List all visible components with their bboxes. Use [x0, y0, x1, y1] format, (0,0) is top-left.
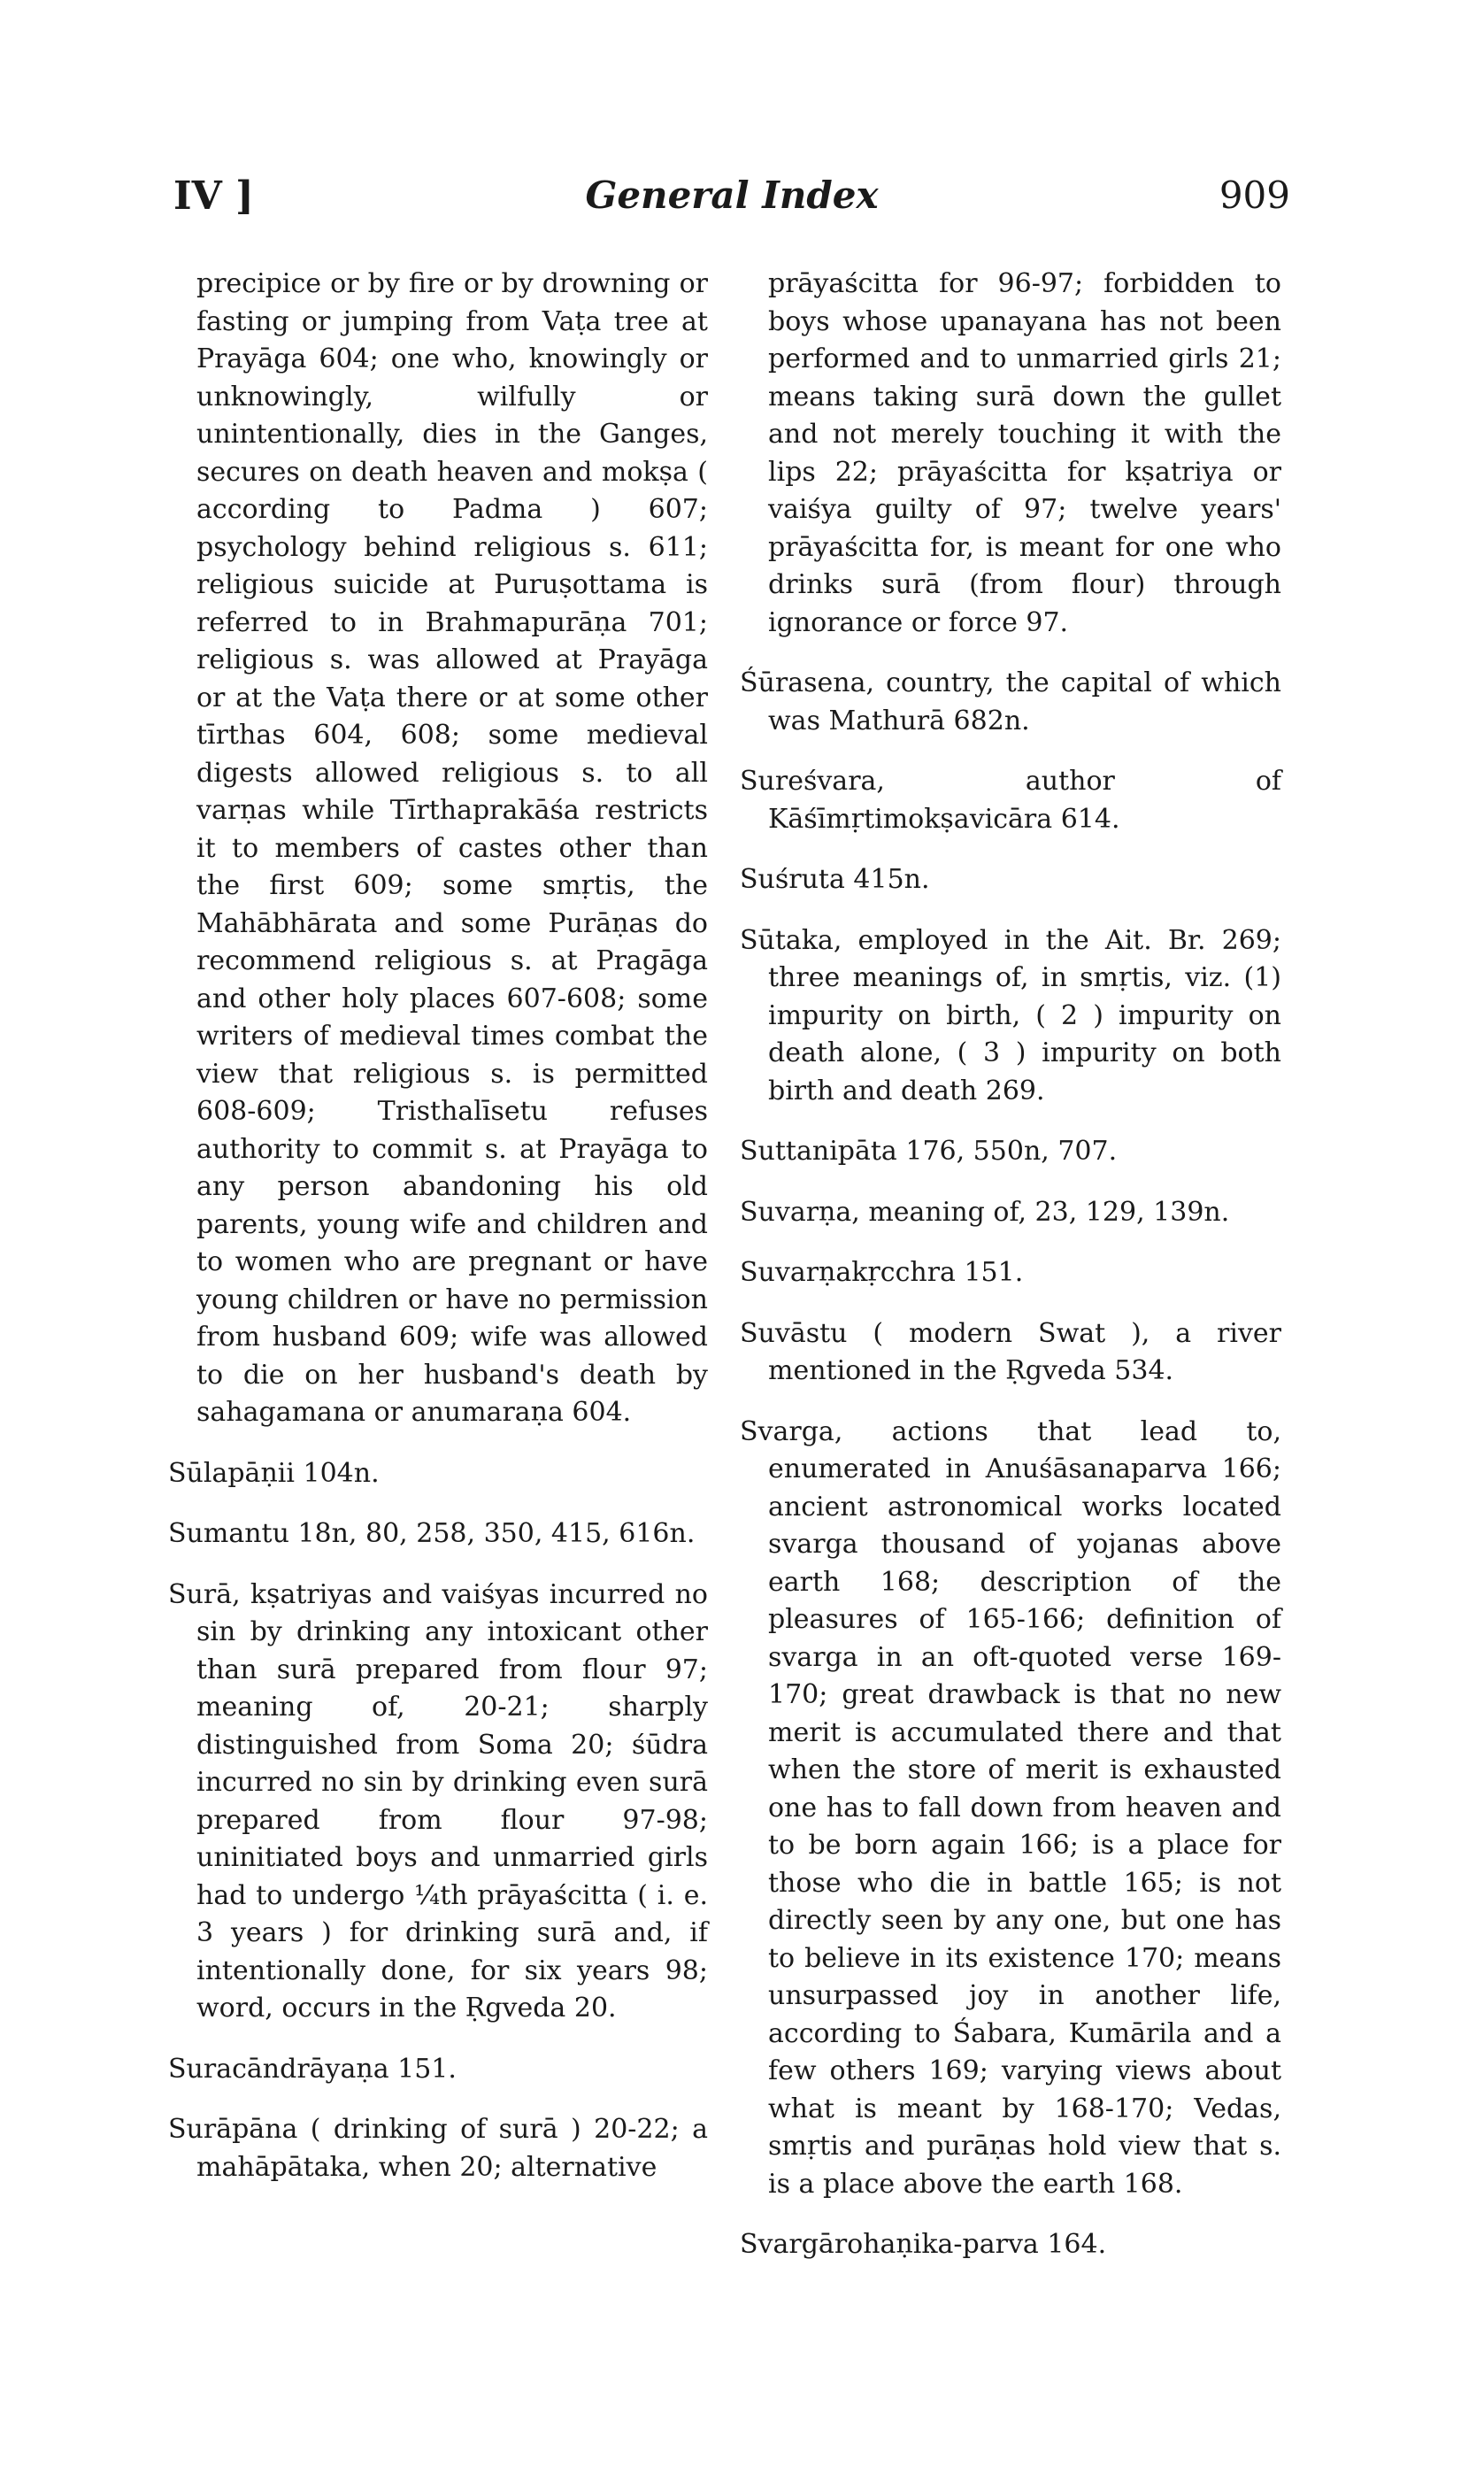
- index-entry: Sureśvara, author of Kāśīmṛtimokṣavicāra 614.: [740, 766, 1281, 835]
- page-number: 909: [1219, 173, 1290, 217]
- index-entry: Svargārohaṇika-parva 164.: [740, 2229, 1107, 2260]
- index-entry: Śūrasena, country, the capital of which was Mathurā 682n.: [740, 667, 1281, 736]
- index-entry-continued: prāyaścitta for 96-97; forbidden to boys whose upanayana has not been performed and to unmarried girls 21; means taking surā down the gullet and not merely touching it with the lips 22; prāyaścitta for kṣatriya or vaiśya guilty of 97; twelve years' prāyaścitta for, is meant for one who drinks surā (from flour) through ignorance or force 97.: [768, 268, 1281, 638]
- running-title: General Index: [585, 173, 879, 217]
- index-entry: Suvarṇakṛcchra 151.: [740, 1257, 1024, 1288]
- index-entry: Sūtaka, employed in the Ait. Br. 269; three meanings of, in smṛtis, viz. (1) impurity on birth, ( 2 ) impurity on death alone, ( 3 ) impurity on both birth and death 269.: [740, 924, 1281, 1106]
- index-entry-continued: precipice or by fire or by drowning or fasting or jumping from Vaṭa tree at Prayāga 604; one who, knowingly or unknowingly, wilfully or unintentionally, dies in the Ganges, secures on death heaven and mokṣa ( according to Padma ) 607; psychology behind religious s. 611; religious suicide at Puruṣottama is referred to in Brahmapurāṇa 701; religious s. was allowed at Prayāga or at the Vaṭa there or at some other tīrthas 604, 608; some medieval digests allowed religious s. to all varṇas while Tīrthaprakāśa restricts it to members of castes other than the first 609; some smṛtis, the Mahābhārata and some Purāṇas do recommend religious s. at Pragāga and other holy places 607-608; some writers of medieval times combat the view that religious s. is permitted 608-609; Tristhalīsetu refuses authority to commit s. at Prayāga to any person abandoning his old parents, young wife and children and to women who are pregnant or have young children or have no permission from husband 609; wife was allowed to die on her husband's death by sahagamana or anumaraṇa 604.: [196, 268, 708, 1428]
- index-entry: Suvarṇa, meaning of, 23, 129, 139n.: [740, 1196, 1230, 1228]
- index-entry: Sūlapāṇii 104n.: [168, 1457, 380, 1489]
- index-entry: Sumantu 18n, 80, 258, 350, 415, 616n.: [168, 1518, 696, 1549]
- section-marker: IV ]: [173, 173, 254, 219]
- index-entry: Suvāstu ( modern Swat ), a river mentioned in the Ṛgveda 534.: [740, 1317, 1281, 1386]
- index-entry: Surā, kṣatriyas and vaiśyas incurred no sin by drinking any intoxicant other than surā prepared from flour 97; meaning of, 20-21; sharply distinguished from Soma 20; śūdra incurred no sin by drinking even surā prepared from flour 97-98; uninitiated boys and unmarried girls had to undergo ¼th prāyaścitta ( i. e. 3 years ) for drinking surā and, if intentionally done, for six years 98; word, occurs in the Ṛgveda 20.: [168, 1578, 708, 2024]
- index-entry: Suttanipāta 176, 550n, 707.: [740, 1136, 1118, 1167]
- index-entry: Surāpāna ( drinking of surā ) 20-22; a mahāpātaka, when 20; alternative: [168, 2114, 708, 2183]
- page-header: [173, 173, 1290, 227]
- left-column: [168, 266, 708, 2209]
- index-entry: Suśruta 415n.: [740, 864, 930, 895]
- index-entry: Svarga, actions that lead to, enumerated in Anuśāsanaparva 166; ancient astronomical works located svarga thousand of yojanas above earth 168; description of the pleasures of 165-166; definition of svarga in an oft-quoted verse 169-170; great drawback is that no new merit is accumulated there and that when the store of merit is exhausted one has to fall down from heaven and to be born again 166; is a place for those who die in battle 165; is not directly seen by any one, but one has to believe in its existence 170; means unsurpassed joy in another life, according to Śabara, Kumārila and a few others 169; varying views about what is meant by 168-170; Vedas, smṛtis and purāṇas hold view that s. is a place above the earth 168.: [740, 1415, 1281, 2200]
- right-column: [740, 266, 1281, 2287]
- index-entry: Suracāndrāyaṇa 151.: [168, 2053, 457, 2085]
